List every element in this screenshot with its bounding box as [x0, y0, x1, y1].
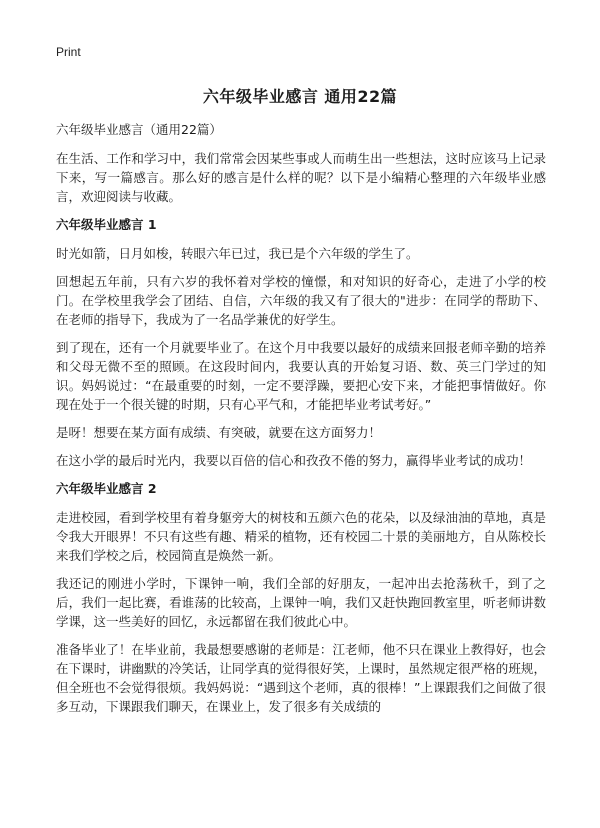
paragraph: 回想起五年前，只有六岁的我怀着对学校的憧憬，和对知识的好奇心，走进了小学的校门。在学校里我学会了团结、自信，六年级的我又有了很大的"进步：在同学的帮助下、在老师的指导下，我成为了一名品学兼优的好学生。 — [56, 274, 546, 327]
paragraph: 是呀！想要在某方面有成绩、有突破，就要在这方面努力！ — [56, 425, 382, 440]
print-link[interactable]: Print — [56, 45, 81, 59]
paragraph: 准备毕业了！在毕业前，我最想要感谢的老师是：江老师，他不只在课业上教得好，也会在下课时，讲幽默的冷笑话，让同学真的觉得很好笑，上课时，虽然规定很严格的班规，但全班也不会觉得很烦。我妈妈说：“遇到这个老师，真的很棒！”上课跟我们之间做了很多互动，下课跟我们聊天，在课业上，发了很多有关成绩的 — [56, 642, 546, 714]
paragraph: 走进校园，看到学校里有着身躯旁大的树枝和五颜六色的花朵，以及绿油油的草地，真是令我大开眼界！不只有这些有趣、精采的植物，还有校园二十景的美丽地方，自从陈校长来我们学校之后，校园简直是焕然一新。 — [56, 510, 546, 563]
paragraph: 我还记的刚进小学时，下课钟一响，我们全部的好朋友，一起冲出去抢荡秋千，到了之后，我们一起比赛，看谁荡的比较高，上课钟一响，我们又赶快跑回教室里，听老师讲数学课，这一些美好的回忆，永远都留在我们彼此心中。 — [56, 576, 546, 629]
document-body — [56, 120, 546, 725]
intro-paragraph: 在生活、工作和学习中，我们常常会因某些事或人而萌生出一些想法，这时应该马上记录下来，写一篇感言。那么好的感言是什么样的呢？以下是小编精心整理的六年级毕业感言，欢迎阅读与收藏。 — [56, 151, 546, 204]
paragraph: 时光如箭，日月如梭，转眼六年已过，我已是个六年级的学生了。 — [56, 246, 419, 261]
paragraph: 在这小学的最后时光内，我要以百倍的信心和孜孜不倦的努力，赢得毕业考试的成功！ — [56, 453, 532, 468]
section-heading: 六年级毕业感言 2 — [56, 481, 157, 496]
section-heading: 六年级毕业感言 1 — [56, 217, 157, 232]
document-title: 六年级毕业感言 通用22篇 — [202, 87, 398, 106]
paragraph: 到了现在，还有一个月就要毕业了。在这个月中我要以最好的成绩来回报老师辛勤的培养和父母无微不至的照顾。在这段时间内，我要认真的开始复习语、数、英三门学过的知识。妈妈说过：“在最重要的时刻，一定不要浮躁，要把心安下来，才能把事情做好。你现在处于一个很关键的时期，只有心平气和，才能把毕业考试考好。” — [56, 340, 546, 412]
document-subtitle: 六年级毕业感言（通用22篇） — [56, 122, 222, 137]
